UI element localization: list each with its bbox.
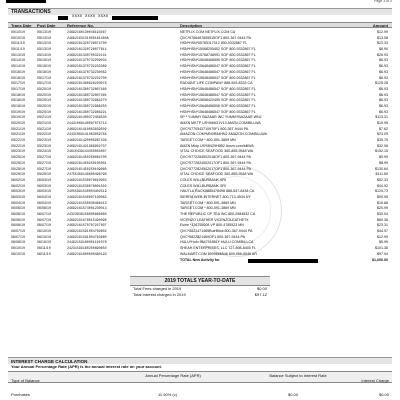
tx-post-date: 06/06/19 [37,206,51,211]
tx-amount: $6.93 [379,109,388,114]
tx-amount: $32.06 [377,143,388,148]
tx-post-date: 06/07/19 [37,217,51,222]
tx-reference: 24692161450250084700 [67,155,107,160]
tx-trans-date: 05/17/19 [11,86,25,91]
tx-reference: 24431069140087075714 [67,121,107,125]
tx-trans-date: 05/25/19 [11,155,25,160]
tx-reference: 24692161591004763660 [67,234,107,239]
tx-description: TARGET.COM * 800-591-3869 MN [180,138,236,143]
tx-amount: $152.15 [375,149,388,154]
tx-post-date: 05/17/19 [37,81,51,86]
tx-trans-date: 05/18/19 [11,98,25,103]
tx-description: QVC*5772824502017OF1 800-367-9444 PA [180,166,252,171]
tx-trans-date: 05/25/19 [11,160,25,165]
tx-amount: $23.09 [377,132,388,137]
tx-reference: 24692161530078001503 [67,183,107,188]
tx-description: QVC*5770543710970F1 800-367-9444 PA [180,126,249,131]
tx-reference: 24692161450250109060 [67,166,107,171]
tx-reference: 24692161530078010903 [67,177,107,182]
tx-description: HSN*HSN*15648486547 SOF 800-9332867 FL [180,109,256,114]
tx-description: HSN*HSN*15768748991 SOF 800-9332867 FL [180,52,256,57]
tx-reference: 24692161420000967436 [67,138,107,143]
tx-amount: $23.31 [377,223,388,228]
page-top-strip [0,0,400,4]
tx-description: TARGET.COM * 800-591-3869 MN [180,200,236,205]
tx-trans-date: 06/03/19 [11,189,25,194]
tx-post-date: 06/03/19 [37,189,51,194]
tx-trans-date: 05/10/19 [11,30,25,34]
tx-description: NETFLIX.COM NETFLIX.COM CA [180,30,236,34]
tx-trans-date: 05/19/19 [11,115,25,120]
tx-amount: $26.93 [377,52,388,57]
tx-description: RADIANT LIFE COMPANY 888-593-8333 CA [180,81,253,86]
tx-trans-date: 06/10/19 [11,251,25,256]
tx-post-date: 05/13/19 [37,41,51,46]
tx-description: HSN*HSN*15068205402 SOF 800-9332867 FL [180,47,256,52]
tx-post-date: 06/10/19 [37,229,51,234]
tx-amount: $125.28 [375,81,388,86]
interest-row-charge: $0.00 [378,392,389,397]
tx-post-date: 05/17/19 [37,75,51,80]
tx-amount: $6.93 [379,75,388,80]
tx-amount: $111.60 [375,172,388,177]
tx-reference: 24692161400372456530 [67,115,107,120]
tx-trans-date: 05/16/19 [11,75,25,80]
tx-trans-date: 06/03/19 [11,194,25,199]
tx-trans-date: 05/29/19 [11,172,25,177]
tx-reference: 24692161380828220076 [67,81,107,86]
tx-post-date: 06/03/19 [37,177,51,182]
tx-reference: 24692161380732807460 [67,86,107,91]
tx-amount: $30.04 [377,212,388,216]
interest-row-balance: $0.00 [288,392,299,397]
tx-description: VICENZO LEATHER VICENZOLEATHETX [180,217,249,222]
tx-reference: 24692161591004769602 [67,229,107,234]
tx-trans-date: 05/22/19 [11,143,25,148]
tx-reference: 24692161450250105001 [67,160,107,165]
tx-post-date: 05/20/19 [37,98,51,103]
tx-reference: 24755409148600496798 [67,172,107,177]
tx-description: HSN*HSN*15648466547 SOF 800-9332867 FL [180,75,256,80]
col-reference: Reference No. [67,23,94,28]
tx-amount: $44.97 [377,229,388,234]
tx-post-date: 06/10/19 [37,240,51,245]
tx-post-date: 05/21/19 [37,115,51,120]
tx-post-date: 05/16/19 [37,69,51,74]
tx-post-date: 05/27/19 [37,160,51,165]
tx-post-date: 05/22/19 [37,132,51,137]
interest-col-charge: Interest Charge [361,378,389,383]
tx-amount: $13.08 [377,35,388,40]
tx-reference: 24692161320726077614 [67,47,107,52]
tx-amount: $113.31 [375,115,388,120]
ytd-fees-value: $0.00 [256,286,267,291]
tx-trans-date: 06/08/19 [11,240,25,245]
tx-description: TARGET.COM * 800-591-3869 MN [180,206,236,211]
transactions-table-body [8,30,392,263]
tx-post-date: 05/20/19 [37,92,51,97]
tx-reference: 24692161570707247607 [67,223,107,228]
tx-description: QVC*5821471469BuirBitos 800-367-9444 PA [180,229,253,234]
tx-trans-date: 06/06/19 [11,212,25,216]
tx-reference: 24492159160001101078 [67,240,107,245]
tx-description: VITAL CHOICE SEAFOOD 360-855-9548 WA [180,172,254,177]
redacted-total-name [248,259,318,263]
tx-trans-date: 06/02/19 [11,183,25,188]
account-number-line [8,15,392,21]
tx-post-date: 05/27/19 [37,166,51,171]
page-number: Page 3 of 3 [374,0,392,3]
tx-description: QVC*5772284502018OF1 800-367-9444 PA [180,155,252,160]
tx-reference: 24692161340700322141 [67,52,107,57]
tx-post-date: 05/23/19 [37,138,51,143]
tx-reference: 24692163131000161460A [67,35,109,40]
tx-post-date: 05/23/19 [37,143,51,148]
tx-trans-date: 06/07/19 [11,234,25,239]
tx-trans-date: 05/23/19 [11,149,25,154]
tx-description: HSN*HSN*15648466506 SOF 800-9332867 FL [180,58,256,63]
tx-reference: 24055991540004402519 [67,189,107,194]
tx-trans-date: 05/18/19 [11,92,25,97]
redacted-account-suffix [112,16,158,20]
tx-reference: 24692161421966902707 [67,143,107,148]
tx-reference: 24231599160200890650 [67,246,107,251]
total-label: TOTAL New Activity for [180,257,220,262]
tx-reference: 24692161320726074700 [67,41,107,46]
tx-description: HULU*Hulu 964791881Y HULU.COM/BILLCA [180,240,254,245]
tx-trans-date: 06/06/19 [11,223,25,228]
tx-reference: 24692161540007190082 [67,194,107,199]
tx-description: THE REPUBLIC OF TEA INC.800-2984832 CA [180,212,256,216]
tx-post-date: 05/21/19 [37,126,51,131]
tx-amount: $9.99 [379,155,388,160]
tx-trans-date: 06/07/19 [11,229,25,234]
tx-amount: $8.99 [379,160,388,165]
tx-post-date: 06/04/19 [37,200,51,205]
tx-trans-date: 05/11/19 [11,47,25,52]
tx-description: SIERRA WEB-INTERNET 800-713-4534 NY [180,194,251,199]
tx-post-date: 05/14/19 [37,52,51,57]
interest-col-apr: Annual Percentage Rate (APR) [145,373,201,378]
tx-amount: $12.99 [377,234,388,239]
tx-description: COLES WILLBURBANK.SRI [180,183,226,188]
tx-reference: 24431069141063059784 [67,132,107,137]
tx-trans-date: 05/17/19 [11,81,25,86]
tx-trans-date: 05/14/19 [11,64,25,69]
tx-reference: 24323839158000968660 [67,212,107,216]
col-amount: Amount [372,23,388,28]
tx-reference: 24692161380732988250 [67,103,107,108]
tx-reference: 24692161574001230013 [67,206,107,211]
tx-description: HSN*HSN*15658420495 SOF 800-9332867 FL [180,98,256,103]
tx-amount: $6.93 [379,86,388,91]
tx-post-date: 05/29/19 [37,172,51,177]
tx-post-date: 05/13/19 [37,47,51,52]
tx-amount: $6.93 [379,69,388,74]
tx-amount: $6.93 [379,64,388,69]
tx-description: QVC*5822821469OF1 800-367-9444 PA [180,234,246,239]
tx-post-date: 06/07/19 [37,223,51,228]
tx-trans-date: 05/21/19 [11,126,25,131]
tx-post-date: 06/11/19 [37,251,51,256]
tx-reference: 24692161370732209034 [67,58,107,63]
tx-trans-date: 05/11/19 [11,41,25,46]
ytd-title: 2019 TOTALS YEAR-TO-DATE [130,276,270,286]
tx-amount: $60.36 [377,217,388,222]
tx-post-date: 05/13/19 [37,35,51,40]
interest-row-apr: 11.90% (v) [158,392,178,397]
tx-amount: $19.95 [377,121,388,125]
interest-table [8,371,392,400]
interest-apr-note: Your Annual Percentage Rate (APR) is the annual interest rate on your account. [11,364,162,369]
interest-col-type: Type of Balance [11,378,40,383]
tx-description: AMZN MKTP US*M46G1V13 AMZN.COM/BILLWA [180,121,261,125]
ytd-interest-label: Total Interest charged in 2019 [133,292,186,297]
tx-trans-date: 05/20/19 [11,121,25,125]
col-post-date: Post Date [37,23,56,28]
interest-calculation-title: INTEREST CHARGE CALCULATION [8,357,392,364]
tx-description: Evine *136755008 VP 800-4785523 MN [180,223,244,228]
transactions-section-title: TRANSACTIONS [8,8,392,15]
total-amount: $1,606.60 [372,257,388,262]
tx-post-date: 06/07/19 [37,212,51,216]
tx-description: COLES WILLBURBANK.SRI [180,177,226,182]
transactions-table-header [8,22,392,28]
tx-reference: 24692161550030466413 [67,200,107,205]
tx-reference: 24692161410063839509 [67,126,107,131]
tx-amount: $52.33 [377,177,388,182]
tx-amount: $6.93 [379,98,388,103]
tx-post-date: 05/15/19 [37,58,51,63]
tx-description: HSN*HSN*15648486547 SOF 800-9332867 FL [180,86,256,91]
tx-reference: 24610439144450004807 [67,149,107,154]
tx-description: HSN*HSN*15648486547 SOF 800-9332867 FL [180,92,256,97]
tx-post-date: 06/10/19 [37,234,51,239]
tx-trans-date: 05/25/19 [11,166,25,171]
tx-post-date: 06/03/19 [37,183,51,188]
interest-row-type: Purchases [11,392,30,397]
tx-post-date: 05/21/19 [37,121,51,125]
tx-trans-date: 06/02/19 [11,177,25,182]
interest-col-balance: Balance Subject to Interest Rate [269,373,327,378]
tx-amount: $101.36 [375,246,388,251]
tx-trans-date: 06/06/19 [11,206,25,211]
tx-description: HSN*HSN*15648486547 SOF 800-9332867 FL [180,69,256,74]
ytd-fees-label: Total Fees charged in 2019 [133,286,182,291]
tx-description: QVC*5772824502017OF1 800-367-9444 PA [180,160,252,165]
tx-reference: 24692161578015490096 [67,217,107,222]
tx-trans-date: 05/16/19 [11,69,25,74]
tx-reference: 24692161380732986221 [67,109,107,114]
tx-reference: 24692161370732233389 [67,64,107,69]
redacted-account-prefix [58,16,68,20]
tx-post-date: 06/04/19 [37,194,51,199]
tx-amount: $6.93 [379,103,388,108]
tx-trans-date: 06/06/19 [11,217,25,222]
tx-amount: $16.68 [377,200,388,205]
tx-trans-date: 06/10/19 [11,246,25,251]
tx-reference: 24692161600000480193 [67,251,107,256]
tx-description: HSN*HSN*15648466506 SOF 800-9332867 FL [180,103,256,108]
tx-trans-date: 05/18/19 [11,103,25,108]
tx-amount: $97.94 [377,251,388,256]
tx-post-date: 05/24/19 [37,149,51,154]
tx-amount: $7.62 [379,126,388,131]
tx-description: SP * YUMMY BAZAAR INC YUMMYBAZAAR.WNJ [180,115,262,120]
tx-amount: $130.64 [375,166,388,171]
tx-amount: $124.73 [375,189,388,194]
tx-trans-date: 05/10/19 [11,35,25,40]
tx-description: HAUTLA RACK8885478498 888-547-8438 CA [180,189,255,194]
tx-amount: $12.99 [377,30,388,34]
tx-reference: 24692161370732230082 [67,69,107,74]
tx-post-date: 06/11/19 [37,246,51,251]
col-trans-date: Trans Date [11,23,32,28]
tx-amount: $6.93 [379,92,388,97]
masked-account-number: XXXX XXXX XXXX [72,15,109,19]
total-row [8,258,392,264]
tx-amount: $6.90 [379,47,388,52]
tx-amount: $5.99 [379,240,388,245]
tx-post-date: 05/15/19 [37,64,51,69]
tx-trans-date: 05/19/19 [11,109,25,114]
tx-reference: 24692161380732984270 [67,98,107,103]
tx-trans-date: 05/13/19 [11,52,25,57]
tx-post-date: 05/20/19 [37,86,51,91]
tx-amount: $99.95 [377,194,388,199]
redacted-header-bar [6,0,46,3]
tx-amount: $6.93 [379,58,388,63]
col-description: Description [180,23,203,28]
tx-amount: $20.99 [377,206,388,211]
ytd-interest-value: $97.12 [254,292,267,297]
tx-description: VITAL CHOICE SEAFOOD 360-855-9548 WA [180,149,254,154]
ytd-totals-box [130,276,270,298]
tx-post-date: 05/13/19 [37,30,51,34]
tx-reference: 24692160130048193467 [67,30,107,34]
ytd-interest-row [130,292,270,298]
tx-trans-date: 05/21/19 [11,132,25,137]
tx-description: SHEAH ENTERPRISES, LLC 727-898-8400 FL [180,246,256,251]
tx-description: AMAZON.COM*MN0R84HN2 AMAZON.COM/BILLWA [180,132,267,137]
tx-description: HSN*HSN*15648486547 SOF 800-9332867 FL [180,64,256,69]
tx-description: QVC*5768487855515OF1 800-367-9444 PA [180,35,252,40]
tx-post-date: 05/20/19 [37,109,51,114]
tx-amount: $23.33 [377,41,388,46]
tx-trans-date: 06/04/19 [11,200,25,205]
tx-amount: $35.79 [377,138,388,143]
tx-trans-date: 05/22/19 [11,138,25,143]
tx-amount: $44.92 [377,183,388,188]
tx-reference: 24692161380732807465 [67,92,107,97]
tx-reference: 24692161370732232700 [67,75,107,80]
tx-post-date: 05/27/19 [37,155,51,160]
tx-description: WALMART.COM 8009666546 800-966-6546 AR [180,251,257,256]
tx-description: HSN*HSN*05765117012 800-9332867 FL [180,41,248,46]
tx-trans-date: 05/14/19 [11,58,25,63]
tx-description: AMZN Mktp US*MN29H9B2 Amzn.com/billWA [180,143,254,148]
interest-table-header [8,371,392,383]
tx-post-date: 05/20/19 [37,103,51,108]
